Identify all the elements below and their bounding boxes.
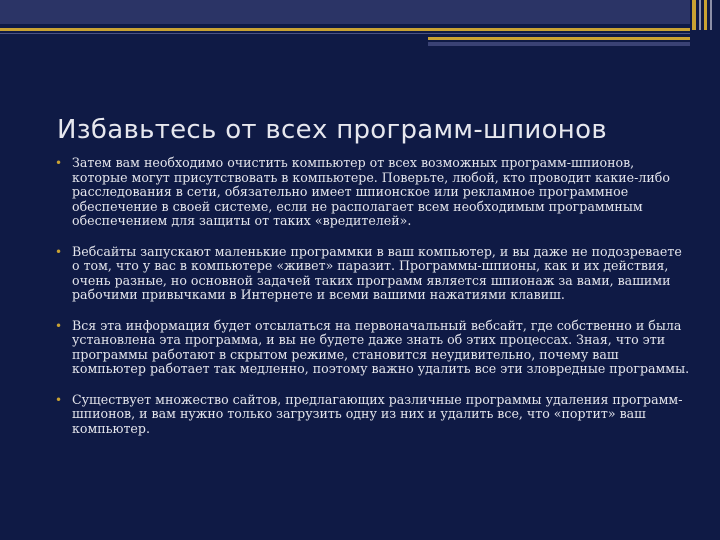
bullet-text: Существует множество сайтов, предлагающих различные программы удаления программ-шпионов, и вам нужно только загрузить одну из них и удалить все, что «портит» ваш компьютер. [72, 391, 683, 436]
bullet-item [50, 245, 690, 303]
bullet-marker: • [55, 244, 63, 259]
bullet-marker: • [55, 392, 63, 407]
corner-decor-bar [699, 0, 701, 30]
bullet-marker: • [55, 318, 63, 333]
slide-body [50, 156, 690, 452]
slide-title: Избавьтесь от всех программ-шпионов [57, 115, 607, 145]
header-gold-line [0, 28, 690, 31]
bullet-item [50, 393, 690, 437]
header-decor-band [0, 0, 690, 24]
bullet-text: Затем вам необходимо очистить компьютер от всех возможных программ-шпионов, которые могут присутствовать в компьютере. Поверьте, любой, кто проводит какие-либо расследования в сети, обязательно имеет шпионское или рекламное программное обеспечение в своей системе, если не располагает всем необходимым программным обеспечением для защиты от таких «вредителей». [72, 155, 670, 228]
header-thin-line [0, 33, 690, 34]
bullet-item [50, 156, 690, 229]
corner-decor-bar [710, 0, 712, 30]
bullet-item [50, 319, 690, 377]
bullet-text: Вебсайты запускают маленькие программки в ваш компьютер, и вы даже не подозреваете о том, что у вас в компьютере «живет» паразит. Программы-шпионы, как и их действия, очень разные, но основной задачей таких программ является шпионаж за вами, вашими рабочими привычками в Интернете и всеми вашими нажатиями клавиш. [72, 243, 682, 302]
bullet-list [50, 156, 690, 436]
header-gold-accent-line [428, 37, 690, 40]
bullet-text: Вся эта информация будет отсылаться на первоначальный вебсайт, где собственно и была установлена эта программа, и вы не будете даже знать об этих процессах. Зная, что эти программы работают в скрытом режиме, становится неудивительно, почему ваш компьютер работает так медленно, поэтому важно удалить все эти зловредные программы. [72, 317, 690, 376]
corner-decor-bar [704, 0, 707, 30]
corner-decor-bar [692, 0, 696, 30]
bullet-marker: • [55, 156, 63, 170]
header-light-accent-line [428, 42, 690, 46]
